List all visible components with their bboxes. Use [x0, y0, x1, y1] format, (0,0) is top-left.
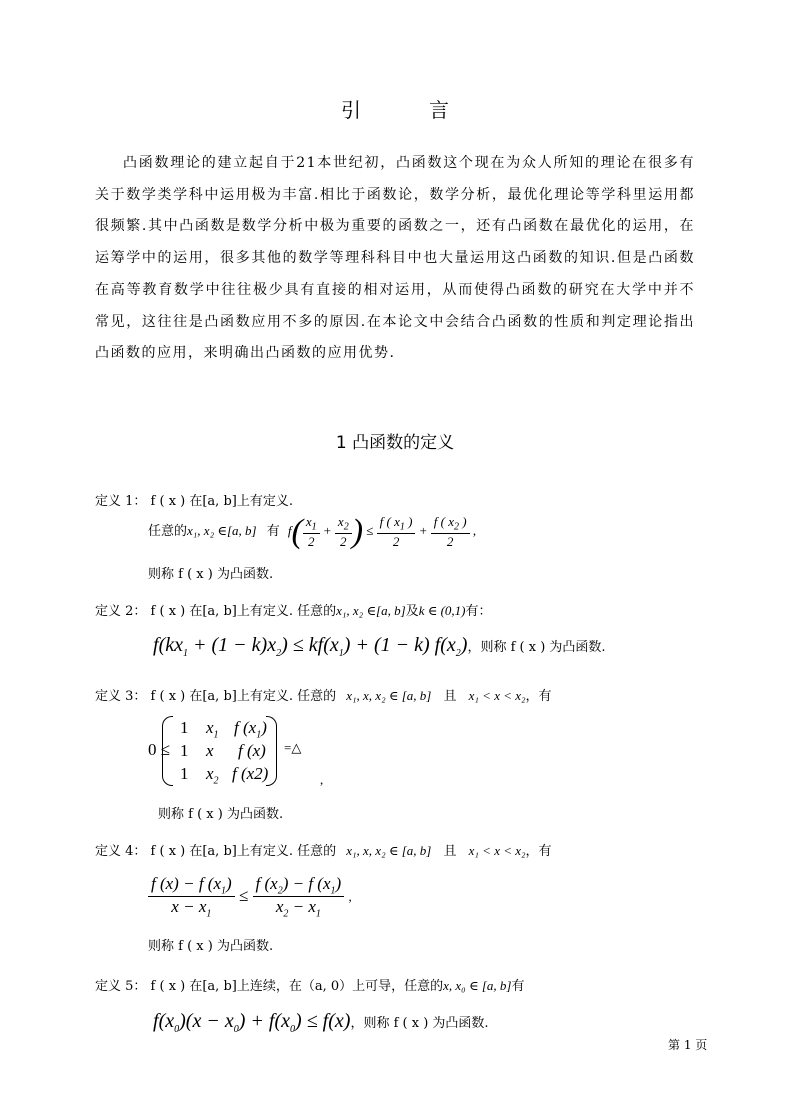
def2-label: 定义 2： — [95, 604, 147, 619]
def3-vars: x₁, x, x₂ ∈ [a, b] — [346, 688, 432, 703]
page-title: 引 言 — [341, 98, 473, 122]
def5-label: 定义 5： — [95, 979, 147, 994]
def5-conclusion: ，则称 f ( x ) 为凸函数. — [350, 1016, 489, 1031]
def5-text: f ( x ) 在[a, b]上连续，在（a, 0）上可导，任意的 — [150, 979, 444, 994]
def2-formula: $f(kx_1 + (1 - k)x_2) \le kf(x_1) + (1 - k)$ $f(x_2)$ — [153, 634, 468, 659]
def5-formula: $f(x_0)(x - x_0) + f(x_0) \le f(x)$ — [153, 1010, 351, 1035]
def2-vars: x₁, x₂ ∈[a, b] — [336, 603, 406, 618]
def3-has: ，有 — [525, 689, 552, 704]
def1-line — [95, 490, 293, 509]
def2-and: 及 — [405, 604, 419, 619]
def1-cond: 任意的 — [148, 523, 188, 539]
def2-k: k ∈ (0,1) — [418, 603, 466, 618]
det-bracket-right — [266, 716, 277, 786]
def5-vars: x, x₀ ∈ [a, b] — [443, 978, 512, 993]
section-title: 1 凸函数的定义 — [335, 433, 455, 453]
def3-label: 定义 3： — [95, 689, 147, 704]
def5-line — [95, 975, 524, 994]
def5-has: 有 — [511, 979, 525, 994]
def4-and: 且 — [443, 844, 457, 859]
def4-line — [95, 840, 552, 859]
def1-has: 有 — [266, 523, 280, 539]
def3-text: f ( x ) 在[a, b]上有定义. 任意的 — [150, 689, 337, 704]
def5-formula-line — [153, 1010, 489, 1035]
det-bracket-left — [162, 716, 173, 786]
def4-order: x₁ < x < x₂ — [468, 843, 526, 858]
def3-and: 且 — [443, 689, 457, 704]
def3-order: x₁ < x < x₂ — [468, 688, 526, 703]
def1-conclusion: 则称 f ( x ) 为凸函数. — [148, 567, 274, 582]
def4-conclusion: 则称 f ( x ) 为凸函数. — [148, 939, 274, 954]
intro-paragraph: 凸函数理论的建立起自于21本世纪初，凸函数这个现在为众人所知的理论在很多有关于数学类学科中运用极为丰富.相比于函数论，数学分析，最优化理论等学科里运用都很频繁.其中凸函数是数学分析中极为重要的函数之一，还有凸函数在最优化的运用，在运筹学中的运用，很多其他的数学等理科科目中也大量运用这凸函数的知识.但是凸函数在高等教育数学中往往极少具有直接的相对运用，从而使得凸函数的研究在大学中并不常见，这往往是凸函数应用不多的原因.在本论文中会结合凸函数的性质和判定理论指出凸函数的应用，来明确出凸函数的应用优势. — [95, 155, 695, 362]
def2-text: f ( x ) 在[a, b]上有定义. 任意的 — [150, 604, 337, 619]
def2-formula-line — [153, 634, 606, 659]
def4-label: 定义 4： — [95, 844, 147, 859]
def1-label: 定义 1： — [95, 494, 147, 509]
def3-conclusion: 则称 f ( x ) 为凸函数. — [158, 807, 284, 822]
def4-vars: x₁, x, x₂ ∈ [a, b] — [346, 843, 432, 858]
def4-has: ，有 — [525, 844, 552, 859]
def3-line — [95, 685, 552, 704]
def4-text: f ( x ) 在[a, b]上有定义. 任意的 — [150, 844, 337, 859]
det-zero: 0 ≤ — [148, 740, 171, 759]
def2-has: 有： — [465, 604, 492, 619]
page: 引 言 凸函数理论的建立起自于21本世纪初，凸函数这个现在为众人所知的理论在很多有关于数学类学科中运用极为丰富.相比于函数论，数学分析，最优化理论等学科里运用都很频繁.其中凸函数是数学分析中极为重要的函数之一，还有凸函数在最优化的运用，在运筹学中的运用，很多其他的数学等理科科目中也大量运用这凸函数的知识.但是凸函数在高等教育数学中往往极少具有直接的相对运用，从而使得凸函数的研究在大学中并不常见，这往往是凸函数应用不多的原因.在本论文中会结合凸函数的性质和判定理论指出凸函数的应用，来明确出凸函数的应用优势. 1 凸函数的定义 定义 1： f ( x ) 在[a, b]上有定义. 任意的x₁, x₂ ∈[a, b] 有 f( $\frac{x_1}{2}$ + $\frac{x_2}{2}$ ) ≤ $\frac{f ( x_1 )}{2}$ + $\frac{f ( x_2 )}{2}$ , 则称 f ( x ) 为凸函数. 定义 2： f ( x ) 在[a, b]上有定义. 任意的x₁, x₂ ∈[a, b]及k ∈ (0,1)有： $f(kx_1 + (1 - k)x_2) \le kf(x_1) + (1 - k)$ $f(x_2)$，则称 f ( x ) 为凸函数. 定义 3： f ( x ) 在[a, b]上有定义. 任意的 x₁, x, x₂ ∈ [a, b] 且 x₁ < x < x₂，有 0 ≤ 1 $x_1$ f $(x_1)$ 1 x f (x) 1 $x_2$ f (x2) =△ , 则称 f ( x ) 为凸函数. 定义 4： f ( x ) 在[a, b]上有定义. 任意的 x₁, x, x₂ ∈ [a, b] 且 x₁ < x < x₂，有 $\frac{f (x) - f (x_1)}{x - x_1}$ ≤ $\frac{f (x_2) - f (x_1)}{x_2 - x_1}$ , 则称 f ( x ) 为凸函数. 定义 5： f ( x ) 在[a, b]上连续，在（a, 0）上可导，任意的x, x₀ ∈ [a, b]有 $f(x_0)(x - x_0) + f(x_0) \le f(x)$，则称 f ( x ) 为凸函数. 第 1 页 — [0, 0, 790, 1118]
def2-line — [95, 600, 492, 619]
def4-formula: $\frac{f (x) - f (x_1)}{x - x_1}$ ≤ $\frac{f (x_2) - f (x_1)}{x_2 - x_1}$ , — [148, 874, 352, 920]
def1-text: f ( x ) 在[a, b]上有定义. — [150, 494, 293, 509]
page-number: 第 1 页 — [668, 1038, 708, 1052]
def1-formula: f( $\frac{x_1}{2}$ + $\frac{x_2}{2}$ ) ≤ $\frac{f ( x_1 )}{2}$ + $\frac{f ( x_2 )}{2}$ , — [287, 512, 477, 550]
def1-condition — [148, 514, 476, 550]
def1-vars: x₁, x₂ ∈[a, b] — [187, 522, 257, 538]
def2-conclusion: ，则称 f ( x ) 为凸函数. — [467, 640, 606, 655]
